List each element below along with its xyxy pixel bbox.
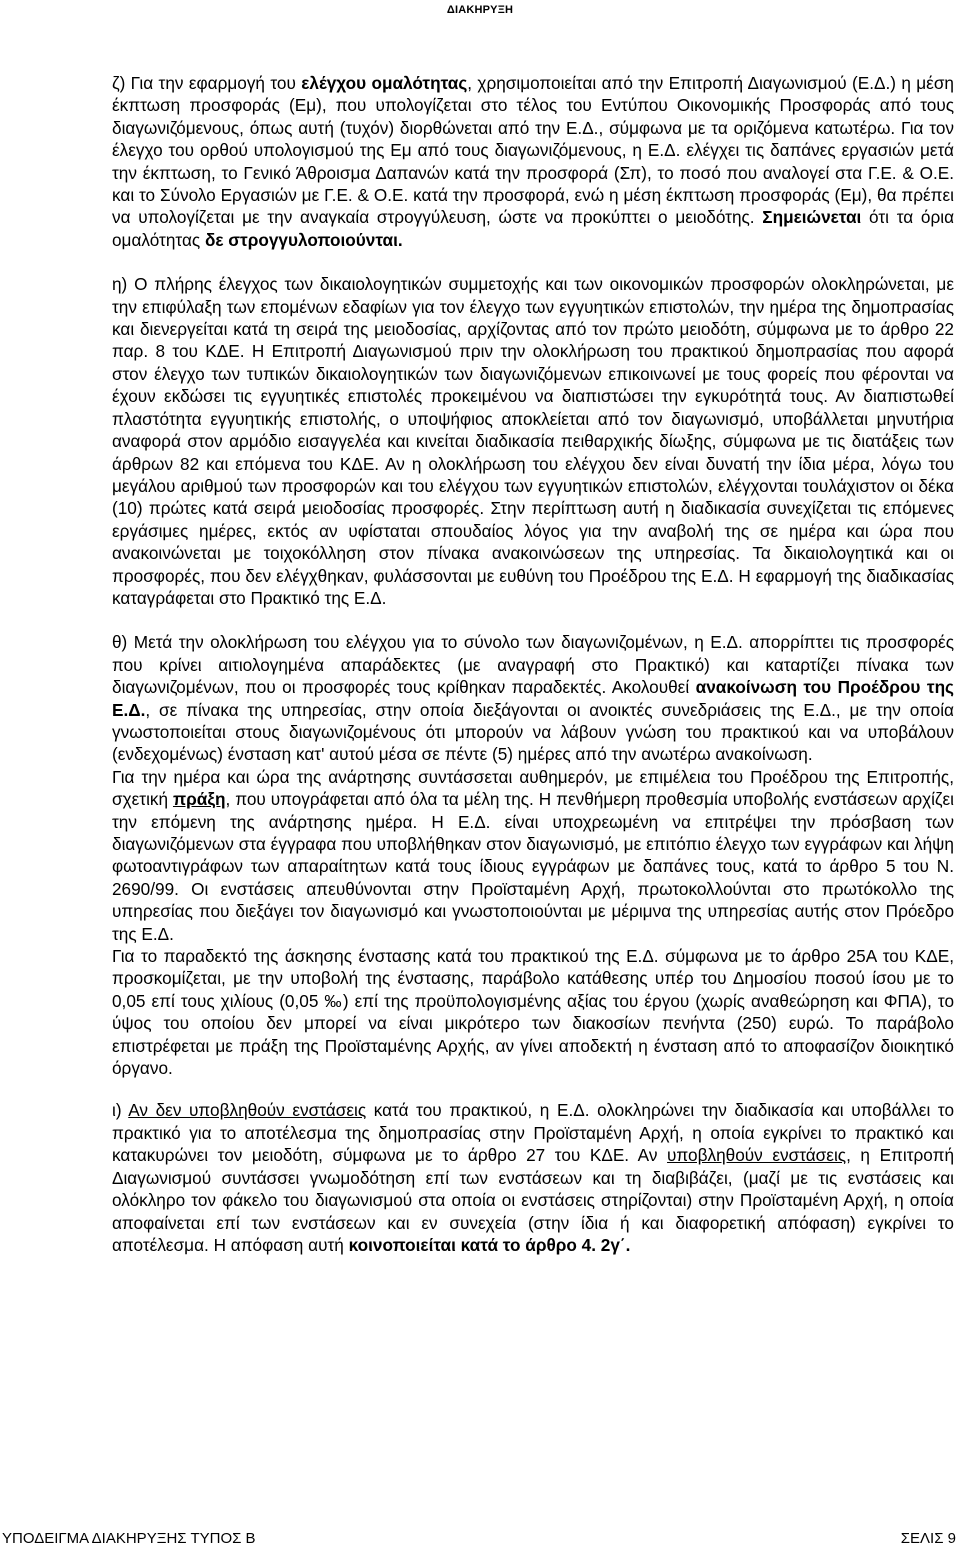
text-run: ότι τα όρια ομαλότητας	[112, 207, 955, 250]
document-header: ΔΙΑΚΗΡΥΞΗ	[446, 4, 514, 16]
bold-run: δε στρογγυλοποιούνται.	[204, 229, 403, 250]
footer-title: ΥΠΟΔΕΙΓΜΑ ΔΙΑΚΗΡΥΞΗΣ ΤΥΠΟΣ Β	[2, 1530, 256, 1547]
paragraph-th-3: Για το παραδεκτό της άσκησης ένστασης κατά του πρακτικού της Ε.Δ. σύμφωνα με το άρθρο 25Α του ΚΔΕ, προσκομίζεται, με την υποβολή της ένστασης, παράβολο κατάθεσης υπέρ του Δημοσίου ποσού ίσου με το 0,05 επί τους χιλίους (0,05 ‰) επί της προϋπολογισμένης αξίας του έργου (χωρίς αναθεώρηση και ΦΠΑ), το ύψος του οποίου δεν μπορεί να είναι μικρότερο των διακοσίων πενήντα (250) ευρώ. Το παράβολο επιστρέφεται με πράξη της Προϊσταμένης Αρχής, αν γίνει αποδεκτή η ένσταση από το αποφασίζον διοικητικό όργανο.	[112, 946, 954, 1079]
underlined-run: πράξη	[172, 789, 226, 810]
text-run: , χρησιμοποιείται από την Επιτροπή Διαγωνισμού (Ε.Δ.) η μέση έκπτωση προσφοράς (Εμ), που υπολογίζεται στο τέλος του Εντύπου Οικονομικής Προσφοράς από τους διαγωνιζόμενους, όπως αυτή (τυχόν) διορθώνεται από την Ε.Δ., σύμφωνα με τα οριζόμενα κατωτέρω. Για τον έλεγχο του ορθού υπολογισμού της Εμ από τους διαγωνιζόμενους, η Ε.Δ. ελέγχει τις δαπάνες εργασιών μετά την έκπτωση, το Γενικό Άθροισμα Δαπανών κατά την προσφορά (Σπ), το ποσό που αναλογεί στα Γ.Ε. & Ο.Ε. και το Σύνολο Εργασιών με Γ.Ε. & Ο.Ε. κατά την προσφορά, ενώ η μέση έκπτωση προσφοράς (Εμ), θα πρέπει να υπολογίζεται με την αναγκαία στρογγύλευση, ώστε να προκύπτει ο μειοδότης.	[112, 73, 954, 228]
paragraph-th-1	[112, 631, 954, 765]
text-run: , που υπογράφεται από όλα τα μέλη της. Η πενθήμερη προθεσμία υποβολής ενστάσεων αρχίζει την επόμενη της ανάρτησης ημέρα. Η Ε.Δ. είναι υποχρεωμένη να επιτρέψει την πρόσβαση των διαγωνιζόμενων στα έγγραφα που υποβλήθηκαν στον διαγωνισμό, με επιτόπιο έλεγχο των εγγράφων και λήψη φωτοαντιγράφων των απαραίτητων κατά τους ίδιους εγγράφων με δαπάνες τους, κατά το άρθρο 5 του Ν. 2690/99. Οι ενστάσεις απευθύνονται στην Προϊσταμένη Αρχή, πρωτοκολλούνται στο πρωτόκολλο της υπηρεσίας που διεξάγει τον διαγωνισμό και γνωστοποιούνται με μέριμνα της υπηρεσίας αυτής στον Πρόεδρο της Ε.Δ.	[112, 789, 954, 944]
text-run: Για την ημέρα και ώρα της ανάρτησης συντάσσεται αυθημερόν, με επιμέλεια του Προέδρου της Επιτροπής, σχετική	[112, 766, 954, 810]
bold-run: ανακοίνωση του Προέδρου της Ε.Δ.	[112, 677, 954, 720]
text-run: ζ) Για την εφαρμογή του	[112, 73, 302, 93]
bold-run: κοινοποιείται κατά το άρθρο 4. 2γ΄.	[348, 1234, 631, 1255]
paragraph-th-2	[112, 766, 954, 945]
text-run: , σε πίνακα της υπηρεσίας, στην οποία διεξάγονται οι ανοικτές συνεδριάσεις της Ε.Δ., με την οποία γνωστοποιείται στους διαγωνιζομένους ότι μπορούν να λάβουν γνώση του πρακτικού και να υποβάλουν (ενδεχομένως) ένσταση κατ' αυτού μέσα σε πέντε (5) ημέρες από την ανωτέρω ανακοίνωση.	[112, 699, 954, 765]
text-run: κατά του πρακτικού, η Ε.Δ. ολοκληρώνει την διαδικασία και υποβάλλει το πρακτικό για το αποτέλεσμα της δημοπρασίας στην Προϊσταμένη Αρχή, η οποία εγκρίνει το πρακτικό και κατακυρώνει τον μειοδότη, σύμφωνα με το άρθρο 27 του ΚΔΕ. Αν	[112, 1100, 954, 1166]
document-body	[112, 72, 954, 1256]
text-run: , η Επιτροπή Διαγωνισμού συντάσσει γνωμοδότηση επί των ενστάσεων και τη διαβιβάζει, (μαζί με τις ενστάσεις και ολόκληρο τον φάκελο του διαγωνισμού στα οποία οι ενστάσεις στηρίζονται) στην Προϊσταμένη Αρχή, η οποία αποφαίνεται επί των ενστάσεων και εν συνεχεία (στην ίδια ή και διαφορετική απόφαση) εγκρίνει το αποτέλεσμα. Η απόφαση αυτή	[112, 1145, 955, 1255]
page-number: ΣΕΛΙΣ 9	[900, 1530, 956, 1547]
text-run: θ) Μετά την ολοκλήρωση του ελέγχου για το σύνολο των διαγωνιζομένων, η Ε.Δ. απορρίπτει τις προσφορές που κρίνει αιτιολογημένα απαράδεκτες (με αναγραφή στο Πρακτικό) και καταρτίζει πίνακα των διαγωνιζομένων, που οι προσφορές τους κρίθηκαν παραδεκτές. Ακολουθεί	[112, 632, 954, 698]
paragraph-h: η) Ο πλήρης έλεγχος των δικαιολογητικών συμμετοχής και των οικονομικών προσφορών ολοκληρώνεται, με την επιφύλαξη των επομένων εδαφίων για τον έλεγχο των εγγυητικών επιστολών, την ημέρα της δημοπρασίας και διενεργείται κατά τη σειρά της μειοδοσίας, αρχίζοντας από τον πρώτο μειοδότη, σύμφωνα με το άρθρο 22 παρ. 8 του ΚΔΕ. Η Επιτροπή Διαγωνισμού πριν την ολοκλήρωση του πρακτικού δημοπρασίας που αφορά στον έλεγχο των τυπικών δικαιολογητικών των διαγωνιζόμενων επικοινωνεί με τους φορείς που φέρονται να έχουν εκδώσει τις εγγυητικές επιστολές προκειμένου να διαπιστώσει την εγκυρότητά τους. Αν διαπιστωθεί πλαστότητα εγγυητικής επιστολής, ο υποψήφιος αποκλείεται από τον διαγωνισμό, υποβάλλεται μηνυτήρια αναφορά στον αρμόδιο εισαγγελέα και κινείται διαδικασία πειθαρχικής δίωξης, σύμφωνα με τις διατάξεις των άρθρων 82 και επόμενα του ΚΔΕ. Αν η ολοκλήρωση του ελέγχου δεν είναι δυνατή την ίδια μέρα, λόγω του μεγάλου αριθμού των προσφορών και του ελέγχου των εγγυητικών επιστολών, ελέγχονται τουλάχιστον οι δέκα (10) πρώτες κατά σειρά μειοδοσίας προσφορές. Στην περίπτωση αυτή η διαδικασία συνεχίζεται τις επόμενες εργάσιμες ημέρες, εκτός αν υφίσταται σπουδαίος λόγος για την αναβολή της σε ημέρα και ώρα που ανακοινώνεται με τοιχοκόλληση στον πίνακα ανακοινώσεων της υπηρεσίας. Τα δικαιολογητικά και οι προσφορές, που δεν ελέγχθηκαν, φυλάσσονται με ευθύνη του Προέδρου της Ε.Δ. Η εφαρμογή της διαδικασίας καταγράφεται στο Πρακτικό της Ε.Δ.	[112, 274, 954, 608]
bold-run: ελέγχου ομαλότητας	[301, 73, 468, 93]
underlined-run: υποβληθούν ενστάσεις	[667, 1145, 847, 1166]
paragraph-z	[112, 72, 954, 251]
underlined-run: Αν δεν υποβληθούν ενστάσεις	[128, 1100, 367, 1121]
paragraph-i	[112, 1099, 954, 1256]
bold-run: Σημειώνεται	[762, 207, 862, 228]
text-run: ι)	[112, 1100, 129, 1121]
